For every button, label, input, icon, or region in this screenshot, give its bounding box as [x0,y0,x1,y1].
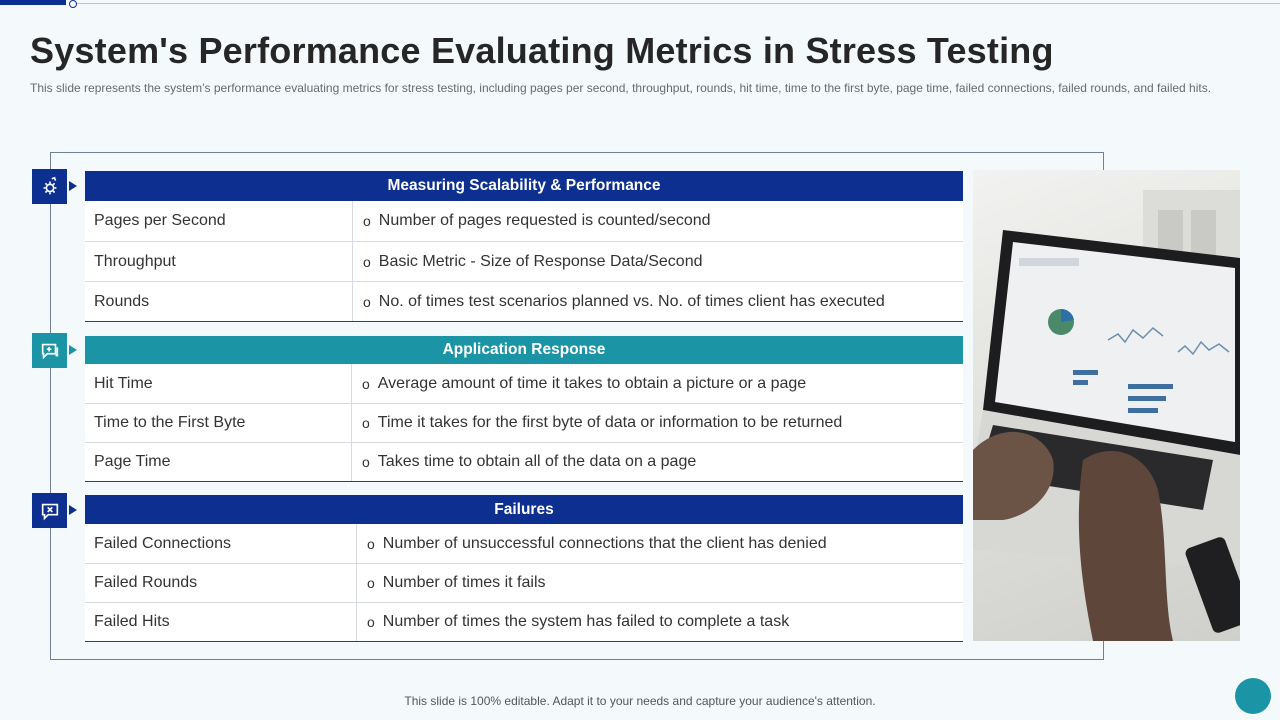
section-application-response [85,336,963,482]
table-row [85,524,963,564]
description-text: No. of times test scenarios planned vs. No. of times client has executed [378,292,885,310]
metrics-table [85,364,963,482]
metric-label: Failed Connections [85,524,357,563]
metric-description [352,364,806,403]
metric-label: Time to the First Byte [85,404,352,442]
table-row [85,404,963,443]
metric-label: Page Time [85,443,352,481]
bullet-circle-icon: o [363,293,371,310]
description-text: Time it takes for the first byte of data or information to be returned [377,414,843,431]
metrics-table [85,524,963,642]
bullet-circle-icon: o [362,415,370,431]
table-row [85,564,963,603]
section-header: Failures [85,495,963,524]
slide-title: System's Performance Evaluating Metrics in Stress Testing [30,30,1054,71]
metrics-table [85,201,963,322]
metric-label: Pages per Second [85,201,353,241]
metric-label: Failed Rounds [85,564,357,602]
metric-description [353,282,885,321]
section-pointer-arrow [69,345,77,355]
section-pointer-arrow [69,505,77,515]
metric-label: Hit Time [85,364,352,403]
chat-plus-icon [32,333,67,368]
bullet-circle-icon: o [362,375,370,392]
bullet-circle-icon: o [367,535,375,552]
metric-label: Rounds [85,282,353,321]
metric-description [353,201,711,241]
bullet-circle-icon: o [363,213,371,229]
table-row [85,242,963,282]
table-row [85,603,963,642]
metric-description [353,242,703,281]
chat-error-icon [32,493,67,528]
corner-decoration-dot [1235,678,1271,714]
gear-chart-icon [32,169,67,204]
top-divider-dot [69,0,77,8]
bullet-circle-icon: o [362,454,370,470]
bullet-circle-icon: o [367,614,375,630]
bullet-circle-icon: o [367,575,375,591]
metric-description [352,443,696,481]
footer-note: This slide is 100% editable. Adapt it to your needs and capture your audience's attention. [404,694,876,708]
description-text: Number of times it fails [382,574,546,591]
section-header: Measuring Scalability & Performance [85,171,963,201]
metric-description [352,404,842,442]
description-text: Number of times the system has failed to complete a task [382,613,790,630]
description-text: Number of unsuccessful connections that the client has denied [382,534,827,552]
metric-label: Throughput [85,242,353,281]
metric-label: Failed Hits [85,603,357,641]
top-divider-line [70,3,1280,4]
metric-description [357,564,546,602]
table-row [85,201,963,242]
description-text: Average amount of time it takes to obtain a picture or a page [377,374,807,392]
description-text: Number of pages requested is counted/second [378,212,711,229]
description-text: Basic Metric - Size of Response Data/Second [378,252,703,270]
metric-description [357,603,789,641]
table-row [85,282,963,322]
table-row [85,364,963,404]
table-row [85,443,963,482]
section-header: Application Response [85,336,963,364]
bullet-circle-icon: o [363,253,371,270]
metric-description [357,524,827,563]
section-scalability [85,171,963,322]
description-text: Takes time to obtain all of the data on a page [377,453,697,470]
section-pointer-arrow [69,181,77,191]
slide-subtitle: This slide represents the system’s performance evaluating metrics for stress testing, including pages per second, throughput, rounds, hit time, time to the first byte, page time, failed connections, failed rounds, and failed hits. [30,81,1212,95]
top-accent-bar [0,0,66,5]
section-failures [85,495,963,642]
laptop-dashboard-photo [973,170,1240,641]
